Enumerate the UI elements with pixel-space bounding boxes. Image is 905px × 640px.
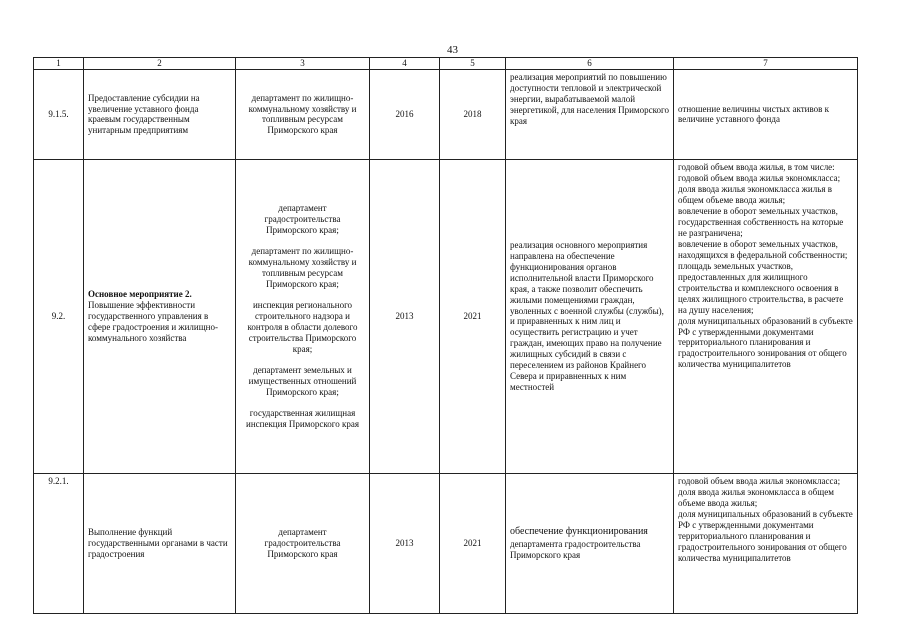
column-header: 7 (674, 58, 858, 70)
item-name: Предоставление субсидии на увеличение уставного фонда краевым государственным унитарным предприятиям (84, 69, 236, 159)
column-header: 5 (440, 58, 506, 70)
column-header: 3 (236, 58, 370, 70)
executor: департамент по жилищно-коммунальному хозяйству и топливным ресурсам Приморского края; (248, 246, 357, 290)
indicator: доля муниципальных образований в субъекте РФ с утвержденными документами территориального планирования и градостроительного зонирования от общего количества муниципалитетов (678, 508, 853, 563)
executor: инспекция регионального строительного надзора и контроля в области долевого строительства Приморского края; (247, 300, 358, 354)
indicator: годовой объем ввода жилья экономкласса; (678, 172, 841, 183)
item-name (84, 159, 236, 473)
end-year: 2021 (440, 159, 506, 473)
column-header: 6 (506, 58, 674, 70)
item-indicators (674, 69, 858, 159)
expected-result: реализация мероприятий по повышению доступности тепловой и электрической энергии, вырабатываемой малой энергетикой, для населения Приморского края (506, 69, 674, 159)
indicator: годовой объем ввода жилья, в том числе: (678, 161, 835, 172)
item-number: 9.2. (34, 159, 84, 473)
item-name: Выполнение функций государственными органами в части градостроения (84, 473, 236, 613)
executor: департамент по жилищно-коммунальному хозяйству и топливным ресурсам Приморского края (248, 92, 357, 136)
indicator: годовой объем ввода жилья экономкласса; (678, 475, 841, 486)
page-number: 43 (447, 44, 458, 56)
item-indicators (674, 159, 858, 473)
indicator: площадь земельных участков, предоставленных для жилищного строительства и комплексного освоения в целях жилищного строительства, в расчете на душу населения; (678, 260, 844, 315)
indicator: доля ввода жилья экономкласса в общем объеме ввода жилья; (678, 486, 834, 508)
item-name-bold: Основное мероприятие 2. (88, 289, 192, 300)
item-indicators (674, 473, 858, 613)
item-number: 9.2.1. (34, 473, 84, 613)
start-year: 2016 (370, 69, 440, 159)
item-executors (236, 473, 370, 613)
executor: департамент градостроительства Приморского края; (264, 203, 341, 236)
item-executors (236, 69, 370, 159)
executor: государственная жилищная инспекция Приморского края (246, 407, 359, 429)
indicator: отношение величины чистых активов к величине уставного фонда (678, 103, 830, 125)
start-year: 2013 (370, 473, 440, 613)
executor: департамент земельных и имущественных отношений Приморского края; (248, 364, 357, 397)
end-year: 2021 (440, 473, 506, 613)
indicator: вовлечение в оборот земельных участков, государственная собственность на которые не разграничена; (678, 205, 844, 238)
item-number: 9.1.5. (34, 69, 84, 159)
item-name-text: Повышение эффективности государственного управления в сфере градостроения и жилищно-коммунального хозяйства (88, 300, 218, 343)
indicator: доля муниципальных образований в субъекте РФ с утвержденными документами территориального планирования и градостроительного зонирования от общего количества муниципалитетов (678, 315, 853, 370)
table-row (34, 69, 858, 159)
expected-result: реализация основного мероприятия направлена на обеспечение функционирования органов исполнительной власти Приморского края, а также позволит обеспечить жилыми помещениями граждан, уволенных с военной службы (службы), и приравненных к ним лиц и осуществить регистрацию и учет граждан, имеющих право на получение жилищных субсидий в связи с переселением из районов Крайнего Севера и приравненных к ним местностей (506, 159, 674, 473)
start-year: 2013 (370, 159, 440, 473)
table-row (34, 159, 858, 473)
column-header: 4 (370, 58, 440, 70)
expected-result-text: департамента градостроительства Приморского края (510, 538, 641, 560)
indicator: вовлечение в оборот земельных участков, находящихся в федеральной собственности; (678, 238, 848, 260)
expected-result (506, 473, 674, 613)
column-header: 1 (34, 58, 84, 70)
table-row (34, 473, 858, 613)
executor: департамент градостроительства Приморского края (264, 527, 341, 559)
program-table (33, 57, 858, 614)
item-executors (236, 159, 370, 473)
column-header: 2 (84, 58, 236, 70)
column-number-row (34, 58, 858, 70)
end-year: 2018 (440, 69, 506, 159)
indicator: доля ввода жилья экономкласса жилья в общем объеме ввода жилья; (678, 183, 832, 205)
expected-result-lead: обеспечение функционирования (510, 526, 648, 538)
